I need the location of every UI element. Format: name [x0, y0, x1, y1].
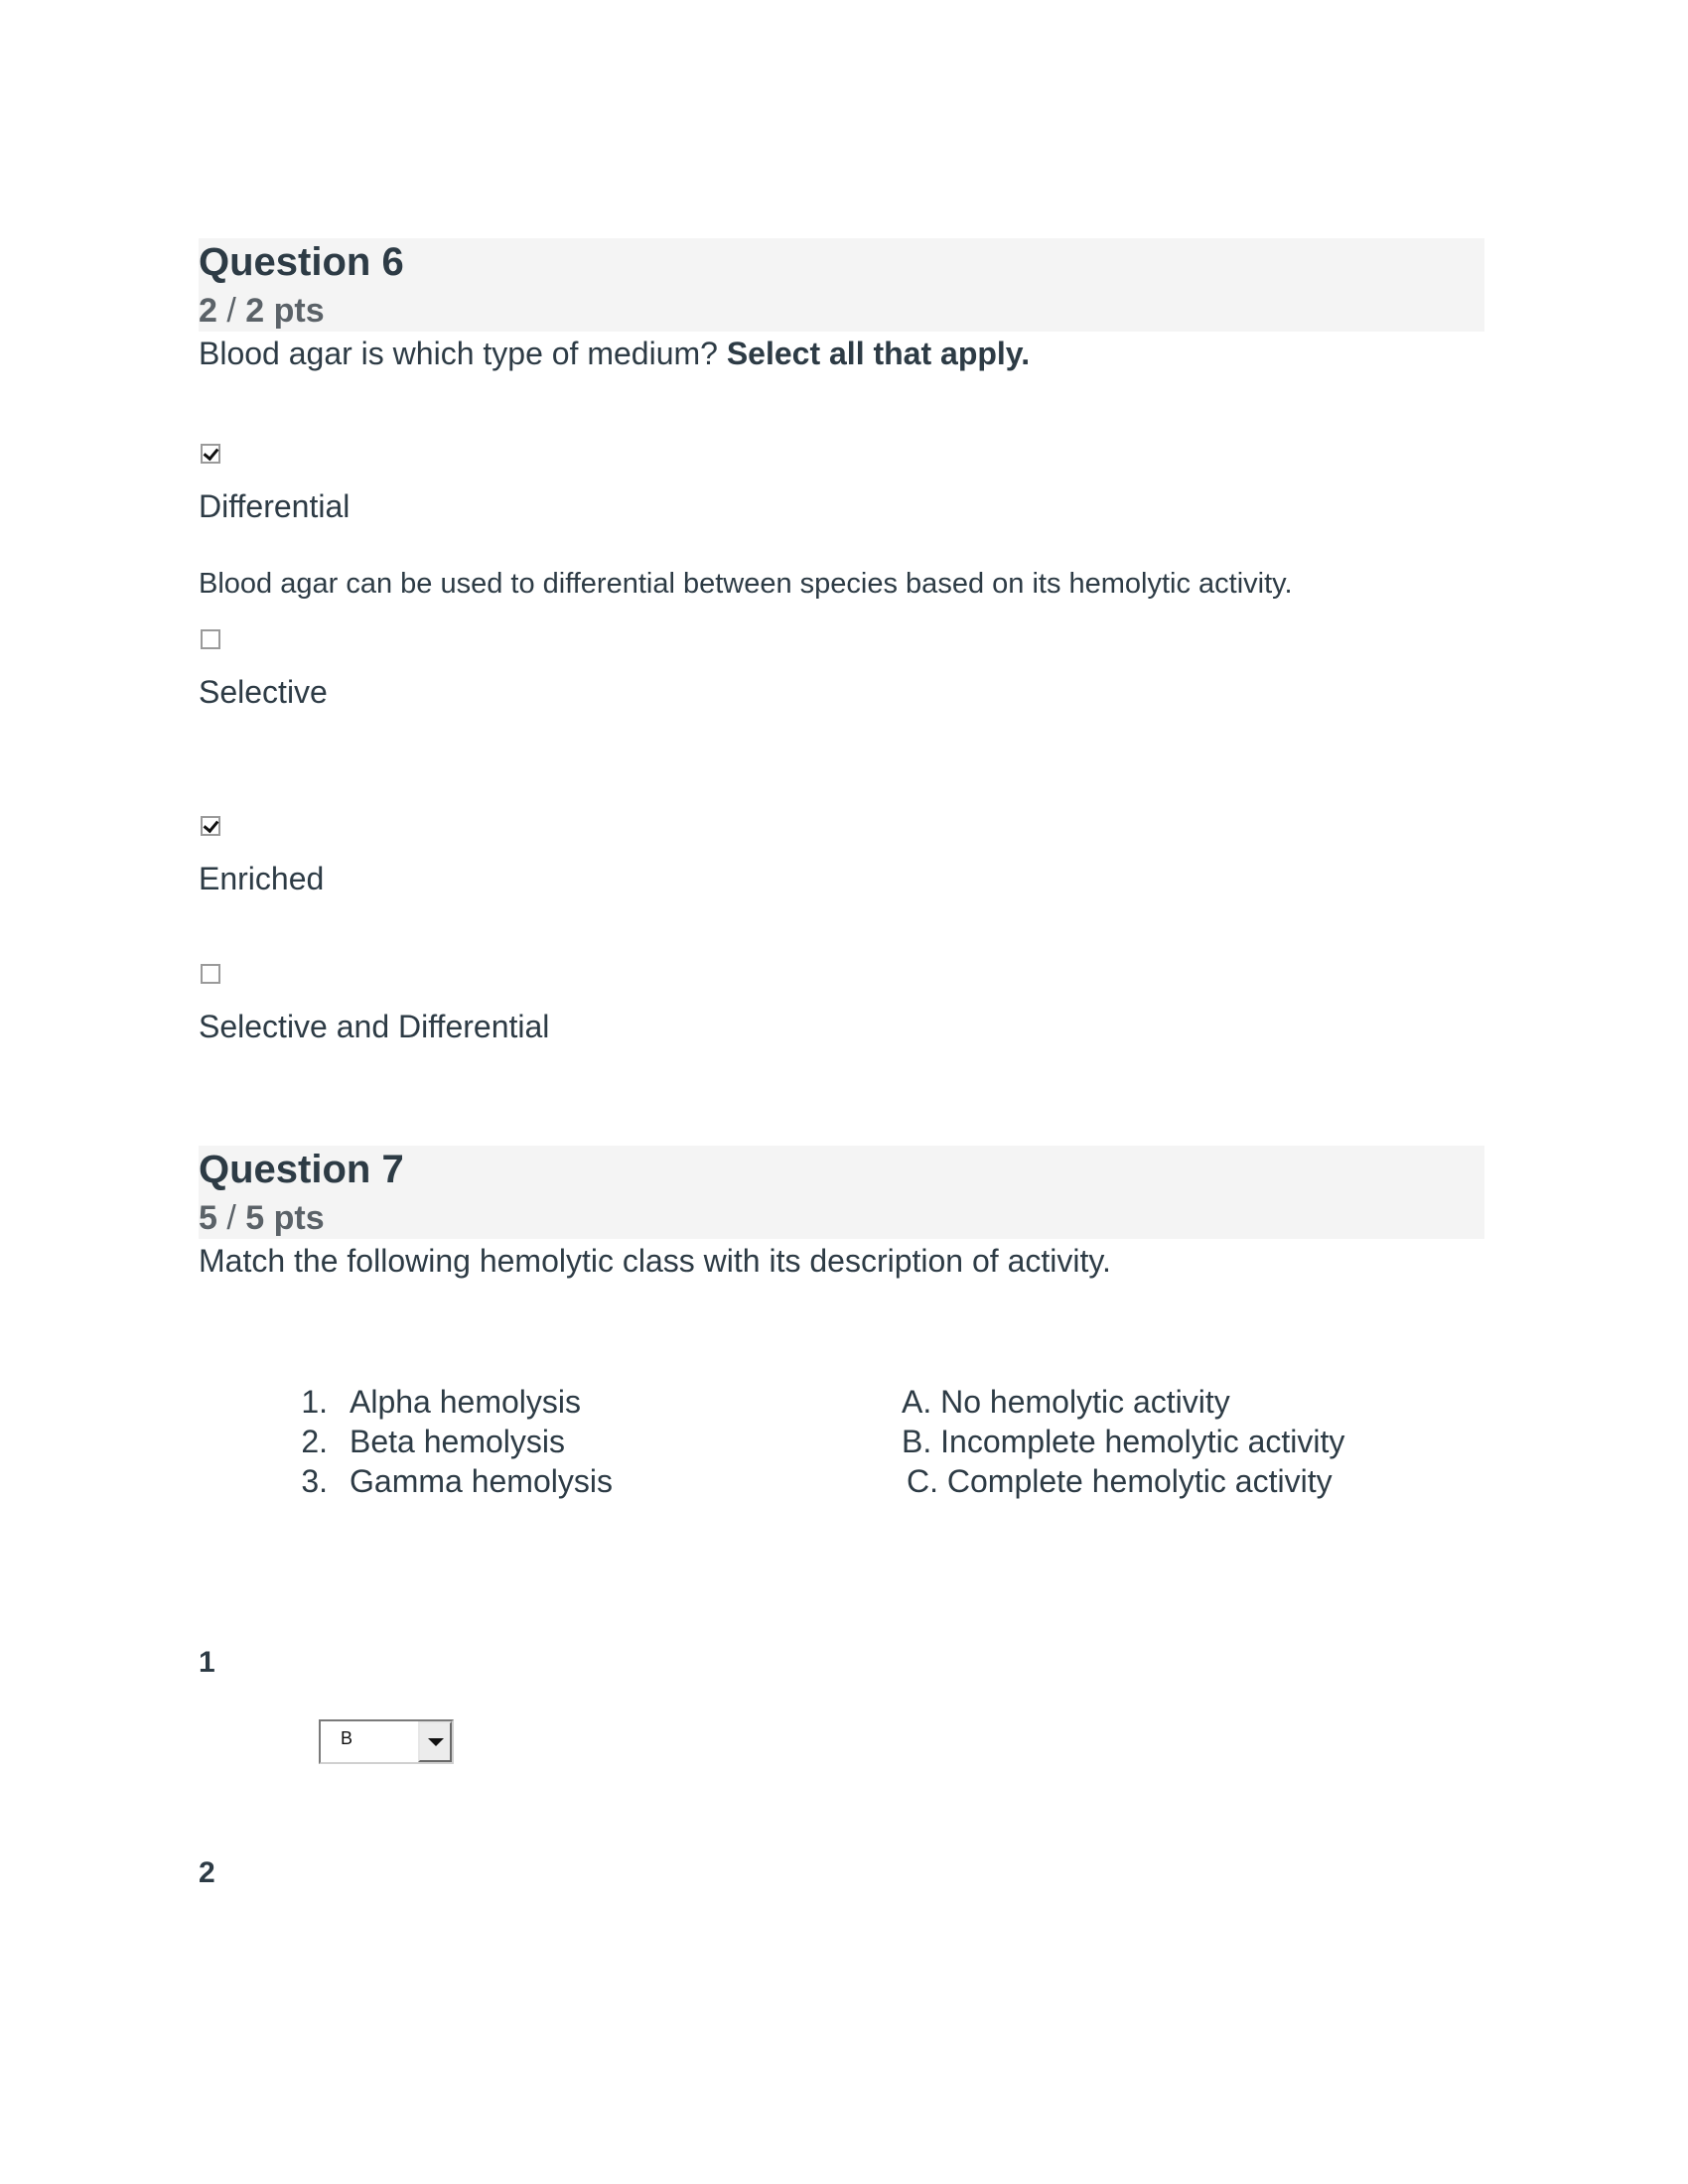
question-7-title: Question 7 — [199, 1148, 404, 1191]
match-answer-select[interactable] — [319, 1719, 454, 1764]
points-earned: 5 — [199, 1199, 217, 1237]
question-6-title: Question 6 — [199, 240, 404, 284]
left-list-number: 1. — [301, 1384, 328, 1420]
option-enriched-label: Enriched — [199, 861, 325, 896]
points-separator: / — [226, 292, 236, 330]
points-separator: / — [226, 1199, 236, 1237]
right-list-item: B. Incomplete hemolytic activity — [902, 1424, 1345, 1459]
left-list-item: Gamma hemolysis — [350, 1463, 613, 1499]
points-total: 2 pts — [245, 292, 325, 330]
option-differential-comment: Blood agar can be used to differential between species based on its hemolytic activity. — [199, 568, 1293, 600]
prompt-text: Blood agar is which type of medium? — [199, 336, 718, 371]
option-selective-checkbox[interactable] — [201, 629, 220, 649]
question-6-prompt — [199, 338, 1030, 369]
option-selective-label: Selective — [199, 674, 328, 710]
left-list-item: Beta hemolysis — [350, 1424, 565, 1459]
points-total: 5 pts — [245, 1199, 325, 1237]
option-enriched-checkbox[interactable] — [201, 816, 220, 836]
points-earned: 2 — [199, 292, 217, 330]
left-list-number: 3. — [301, 1463, 328, 1499]
question-7-points — [199, 1201, 325, 1235]
left-list-item: Alpha hemolysis — [350, 1384, 581, 1420]
match-item-number: 2 — [199, 1856, 215, 1889]
option-differential-label: Differential — [199, 488, 351, 524]
select-value: B — [341, 1728, 353, 1748]
right-list-item: C. Complete hemolytic activity — [907, 1463, 1333, 1499]
right-list-item: A. No hemolytic activity — [902, 1384, 1230, 1420]
question-6-points — [199, 294, 325, 328]
option-selective-and-differential-label: Selective and Differential — [199, 1009, 550, 1044]
option-selective-and-differential-checkbox[interactable] — [201, 964, 220, 984]
chevron-down-icon[interactable] — [418, 1721, 452, 1762]
prompt-emphasis: Select all that apply. — [726, 336, 1031, 371]
left-list-number: 2. — [301, 1424, 328, 1459]
option-differential-checkbox[interactable] — [201, 444, 220, 464]
match-item-number: 1 — [199, 1646, 215, 1679]
question-7-prompt: Match the following hemolytic class with its description of activity. — [199, 1243, 1111, 1279]
